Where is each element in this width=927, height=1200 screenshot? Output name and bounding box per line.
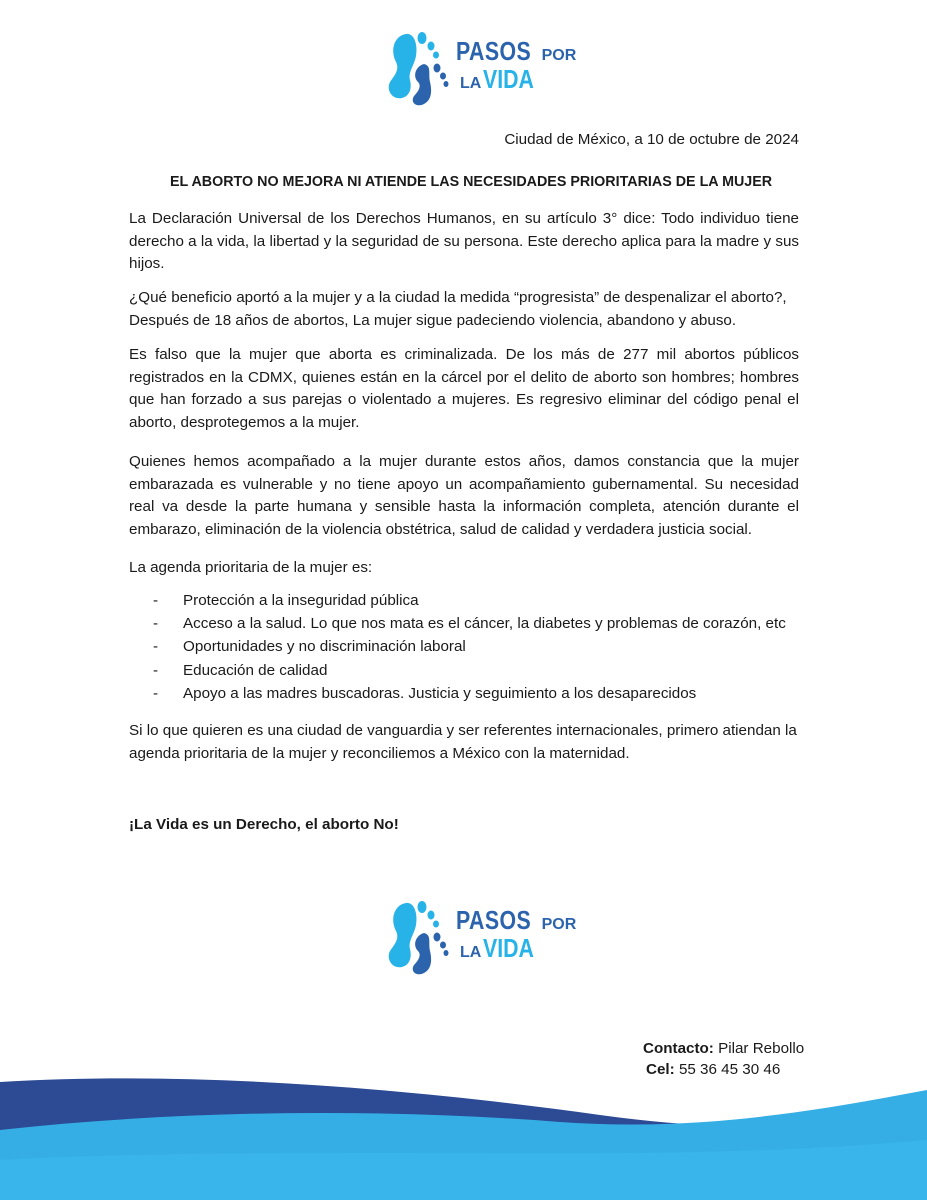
logo-wordmark [456, 907, 576, 961]
paragraph-2: ¿Qué beneficio aportó a la mujer y a la ciudad la medida “progresista” de despenalizar el aborto?, Después de 18 años de abortos, La mujer sigue padeciendo violencia, abandono y abuso. [129, 289, 787, 329]
footer-wave [0, 1060, 927, 1200]
contact-name: Pilar Rebollo [718, 1040, 805, 1057]
logo-top [384, 24, 576, 106]
list-item [153, 659, 786, 682]
list-dash: - [153, 638, 159, 656]
list-item [153, 612, 786, 635]
paragraph-4: Quienes hemos acompañado a la mujer durante estos años, damos constancia que la mujer embarazada es vulnerable y no tiene apoyo un acompañamiento gubernamental. Su necesidad real va desde la parte humana y sensible hasta la información completa, atención durante el embarazo, eliminación de la violencia obstétrica, salud de calidad y verdadera justicia social. [129, 453, 799, 538]
logo-word-vida: VIDA [483, 64, 535, 94]
logo-wordmark [456, 38, 576, 92]
date-line: Ciudad de México, a 10 de octubre de 2024 [504, 131, 799, 148]
slogan: ¡La Vida es un Derecho, el aborto No! [129, 816, 399, 833]
paragraph-3: Es falso que la mujer que aborta es criminalizada. De los más de 277 mil abortos públicos registrados en la CDMX, quienes están en la cárcel por el delito de aborto son hombres; hombres que han forzado a sus parejas o violentado a mujeres. Es regresivo eliminar del código penal el aborto, desprotegemos a la mujer. [129, 346, 799, 431]
footprints-icon [384, 893, 450, 975]
agenda-intro: La agenda prioritaria de la mujer es: [129, 559, 373, 576]
list-item-text: Apoyo a las madres buscadoras. Justicia y seguimiento a los desaparecidos [183, 684, 697, 702]
list-item [153, 635, 786, 658]
phone-label: Cel: [646, 1061, 675, 1078]
list-dash: - [153, 684, 159, 702]
list-item-text: Protección a la inseguridad pública [183, 592, 419, 609]
logo-word-vida: VIDA [483, 933, 535, 963]
logo-word-pasos: PASOS [456, 36, 532, 66]
logo-word-por: POR [541, 916, 577, 933]
list-dash: - [153, 592, 159, 609]
phone-number: 55 36 45 30 46 [678, 1061, 781, 1078]
footprints-icon [384, 24, 450, 106]
phone-line [646, 1061, 780, 1078]
document-title: EL ABORTO NO MEJORA NI ATIENDE LAS NECESIDADES PRIORITARIAS DE LA MUJER [170, 174, 773, 190]
contact-line [643, 1040, 804, 1057]
list-dash: - [153, 661, 159, 679]
closing-paragraph: Si lo que quieren es una ciudad de vanguardia y ser referentes internacionales, primero atiendan la agenda prioritaria de la mujer y reconciliemos a México con la maternidad. [129, 722, 797, 762]
logo-word-la: LA [460, 944, 482, 961]
agenda-list [153, 589, 786, 705]
list-item-text: Oportunidades y no discriminación laboral [183, 638, 466, 656]
list-dash: - [153, 615, 159, 633]
list-item [153, 589, 786, 612]
list-item-text: Educación de calidad [183, 661, 328, 679]
logo-bottom [384, 893, 576, 975]
logo-word-pasos: PASOS [456, 905, 532, 935]
paragraph-1: La Declaración Universal de los Derechos Humanos, en su artículo 3° dice: Todo individuo tiene derecho a la vida, la libertad y la seguridad de su persona. Este derecho aplica para la madre y sus hijos. [129, 210, 799, 272]
logo-word-la: LA [460, 75, 482, 92]
list-item [153, 682, 786, 705]
logo-word-por: POR [541, 47, 577, 64]
list-item-text: Acceso a la salud. Lo que nos mata es el cáncer, la diabetes y problemas de corazón, etc [183, 615, 786, 633]
contact-label: Contacto: [643, 1040, 714, 1057]
